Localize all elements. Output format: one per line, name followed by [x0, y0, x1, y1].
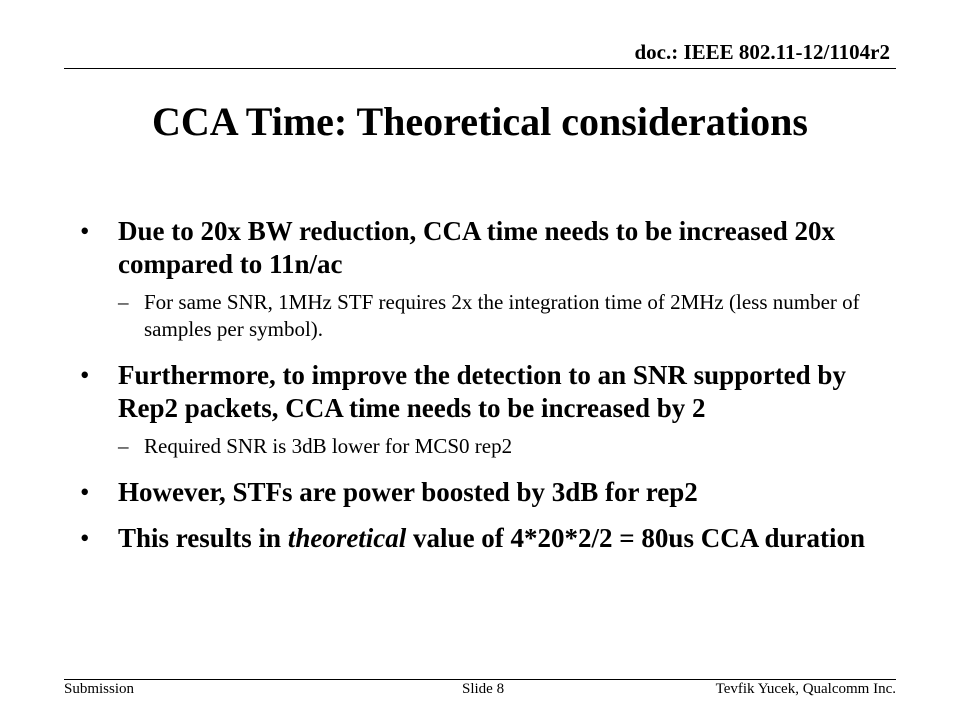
- bullet-item: [80, 215, 880, 281]
- bullet-text: However, STFs are power boosted by 3dB for rep2: [118, 477, 698, 507]
- footer-submission: Submission: [64, 681, 135, 697]
- sub-bullet-text: For same SNR, 1MHz STF requires 2x the integration time of 2MHz (less number of samples per symbol).: [144, 290, 860, 341]
- slide-body: [80, 215, 880, 555]
- bullet-text-emphasis: theoretical: [287, 523, 407, 553]
- sub-bullet-item: [118, 433, 880, 460]
- footer-author: Tevfik Yucek, Qualcomm Inc.: [715, 681, 896, 697]
- bullet-text: Furthermore, to improve the detection to an SNR supported by Rep2 packets, CCA time needs to be increased by 2: [118, 360, 846, 423]
- sub-bullet-marker: –: [118, 434, 129, 458]
- sub-bullet-text: Required SNR is 3dB lower for MCS0 rep2: [144, 434, 513, 458]
- bullet-item: [80, 359, 880, 425]
- bullet-item: [80, 522, 880, 555]
- bullet-item: [80, 476, 880, 509]
- bullet-text-before: This results in: [118, 523, 288, 553]
- slide-title: CCA Time: Theoretical considerations: [152, 99, 808, 144]
- bullet-marker: •: [80, 216, 90, 246]
- footer-divider: [64, 679, 896, 680]
- bullet-text: Due to 20x BW reduction, CCA time needs to be increased 20x compared to 11n/ac: [118, 216, 835, 279]
- bullet-text: [118, 522, 880, 555]
- footer-slide-number: Slide 8: [462, 681, 505, 697]
- bullet-marker: •: [80, 523, 90, 553]
- bullet-text-after: value of 4*20*2/2 = 80us CCA duration: [406, 523, 865, 553]
- sub-bullet-item: [118, 289, 880, 343]
- sub-bullet-marker: –: [118, 290, 129, 314]
- document-id: doc.: IEEE 802.11-12/1104r2: [634, 40, 890, 64]
- bullet-marker: •: [80, 360, 90, 390]
- bullet-marker: •: [80, 477, 90, 507]
- header-divider: [64, 68, 896, 69]
